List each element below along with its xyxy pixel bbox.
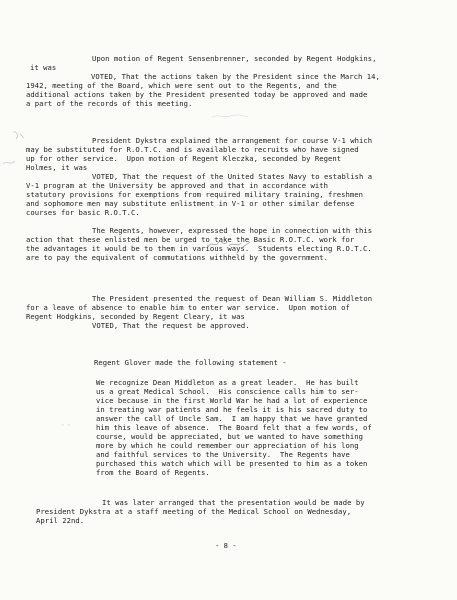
text-line: The Regents, however, expressed the hope in connection with this bbox=[92, 226, 373, 235]
text-line: the advantages it would be to them in various ways. Students electing R.O.T.C. bbox=[26, 244, 372, 253]
text-line: VOTED, That the actions taken by the President since the March 14, bbox=[91, 72, 380, 81]
text-line: Regent Hodgkins, seconded by Regent Cleary, it was bbox=[26, 312, 245, 321]
text-line: April 22nd. bbox=[36, 516, 85, 525]
text-line: President Dykstra at a staff meeting of the Medical School on Wednesday, bbox=[36, 507, 352, 516]
text-line: him this leave of absence. The Board felt that a few words, of bbox=[96, 423, 372, 432]
text-line: course, would be appreciated, but we wanted to have something bbox=[96, 432, 364, 441]
text-line: it was bbox=[30, 63, 57, 72]
handwritten-mark-icon bbox=[10, 128, 28, 146]
text-line: additional actions taken by the President presented today be approved and made bbox=[26, 90, 368, 99]
text-line: in treating war patients and he feels it is his sacred duty to bbox=[96, 405, 368, 414]
text-line: are to pay the equivalent of commutations withheld by the government. bbox=[26, 253, 329, 262]
text-line: action that these enlisted men be urged to take the Basic R.O.T.C. work for bbox=[26, 235, 355, 244]
handwritten-mark-icon bbox=[210, 112, 250, 120]
text-line: us a great Medical School. His conscience calls him to ser- bbox=[96, 387, 359, 396]
handwritten-mark-icon bbox=[2, 158, 16, 168]
text-line: Regent Glover made the following statement - bbox=[94, 358, 287, 367]
text-line: Upon motion of Regent Sensenbrenner, seconded by Regent Hodgkins, bbox=[92, 54, 377, 63]
text-line: and sophomore men may substitute enlistment in V-1 or other similar defense bbox=[26, 199, 355, 208]
page-number: - 8 - bbox=[215, 541, 237, 550]
handwritten-mark-icon bbox=[60, 422, 74, 428]
text-line: up for other service. Upon motion of Regent Kleczka, seconded by Regent bbox=[26, 154, 342, 163]
text-line: courses for basic R.O.T.C. bbox=[26, 208, 140, 217]
text-line: statutory provisions for exemptions from required military training, freshmen bbox=[26, 190, 364, 199]
text-line: for a leave of absence to enable him to enter war service. Upon motion of bbox=[26, 303, 350, 312]
text-line: It was later arranged that the presentation would be made by bbox=[102, 498, 365, 507]
text-line: VOTED, That the request be approved. bbox=[92, 321, 250, 330]
text-line: 1942, meeting of the Board, which were sent out to the Regents, and the bbox=[26, 81, 337, 90]
text-line: Holmes, it was bbox=[26, 163, 88, 172]
text-line: We recognize Dean Middleton as a great leader. He has built bbox=[96, 378, 359, 387]
text-line: a part of the records of this meeting. bbox=[26, 99, 193, 108]
text-line: V-1 program at the University be approved and that in accordance with bbox=[26, 181, 329, 190]
text-line: may be substituted for R.O.T.C. and is available to recruits who have signed bbox=[26, 145, 359, 154]
text-line: and faithful services to the University. The Regents have bbox=[96, 450, 350, 459]
text-line: answer the call of Uncle Sam. I am happy that we have granted bbox=[96, 414, 368, 423]
handwritten-scribble-icon bbox=[206, 238, 252, 250]
text-line: from the Board of Regents. bbox=[96, 468, 210, 477]
text-line: vice because in the first World War he had a lot of experience bbox=[96, 396, 368, 405]
text-line: purchased this watch which will be presented to him as a token bbox=[96, 459, 368, 468]
text-line: The President presented the request of Dean William S. Middleton bbox=[92, 294, 373, 303]
text-line: VOTED, That the request of the United States Navy to establish a bbox=[92, 172, 373, 181]
text-line: President Dykstra explained the arrangement for course V-1 which bbox=[92, 136, 373, 145]
text-line: more by which he could remember our appreciation of his long bbox=[96, 441, 359, 450]
